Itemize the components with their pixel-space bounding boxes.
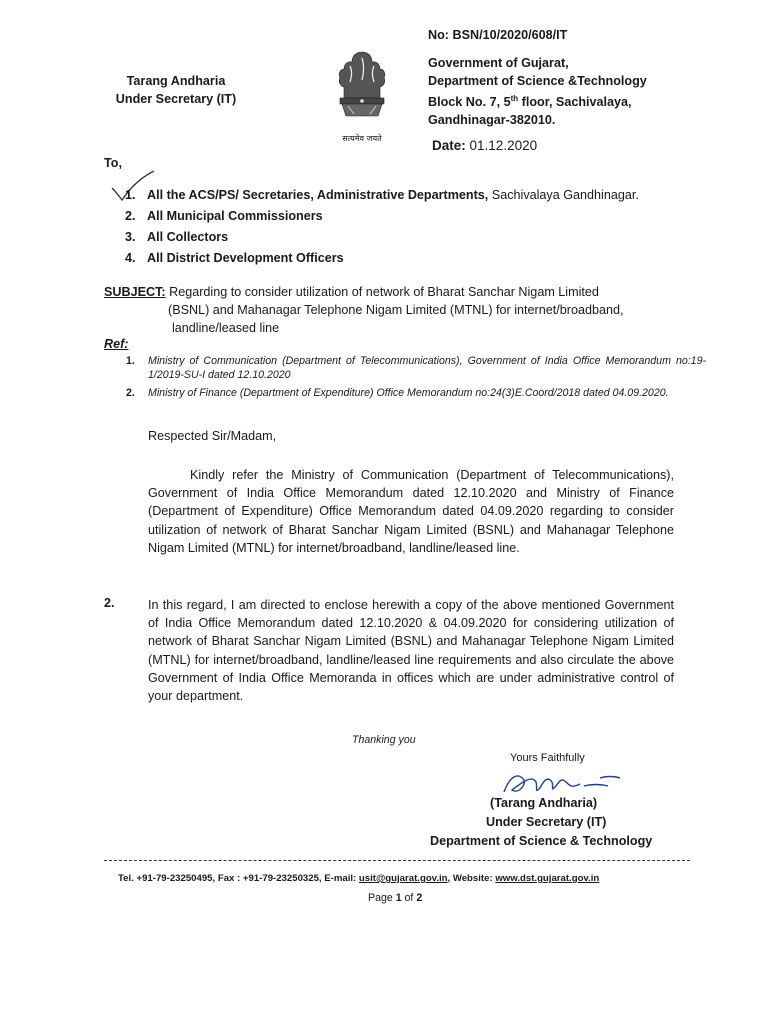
address-line-2: Department of Science &Technology [428,74,647,88]
ref-item: 2. Ministry of Finance (Department of Expenditure) Office Memorandum no:24(3)E.Coord/2018 dated 04.09.2020. [126,387,669,399]
paragraph-1: Kindly refer the Ministry of Communication (Department of Telecommunications), Government of India Office Memorandum dated 12.10.2020 and Ministry of Finance (Department of Expenditure) Office Memorandum dated 04.09.2020 regarding to consider utilization of network of Bharat Sanchar Nigam Limited (BSNL) and Mahanagar Telephone Nigam Limited (MTNL) for internet/broadband, landline/leased line. [148,468,674,555]
address-line-3: Block No. 7, 5th floor, Sachivalaya, [428,94,632,110]
lion-capital-icon [322,46,402,126]
footer-divider [104,860,690,861]
date-line [432,138,537,153]
yours-faithfully: Yours Faithfully [510,752,585,764]
reference-number: No: BSN/10/2020/608/IT [428,28,568,42]
page-indicator: Page 1 of 2 [368,892,423,904]
paragraph-2: In this regard, I am directed to enclose herewith a copy of the above mentioned Government of India Office Memorandum dated 12.10.2020 & 04.09.2020 for considering utilization of network of Bharat Sanchar Nigam Limited (BSNL) and Mahanagar Telephone Nigam Limited (MTNL) for internet/broadband, landline/leased line requirements and also circulate the above Government of India Office Memoranda in offices which are under administrative control of your department. [148,598,674,704]
footer-email-link[interactable]: usit@gujarat.gov.in [358,873,448,884]
recipient-item: 2. All Municipal Commissioners [125,209,323,223]
ref-label: Ref: [104,337,129,351]
paragraph-2-number: 2. [104,596,115,610]
emblem-motto: सत्यमेव जयते [342,134,382,143]
date-label: Date: [432,138,466,153]
address-line-1: Government of Gujarat, [428,56,569,70]
to-label: To, [104,156,122,170]
subject-line-3: landline/leased line [172,321,280,335]
subject-line-2: (BSNL) and Mahanagar Telephone Nigam Limited (MTNL) for internet/broadband, [168,303,624,317]
signatory-name: (Tarang Andharia) [490,796,598,810]
subject-block [104,283,623,337]
date-value: 01.12.2020 [469,138,538,153]
ref-item: 1. Ministry of Communication (Department of Telecommunications), Government of India Office Memorandum no:19-1/2019-SU-I dated 12.10.2020 [126,355,706,381]
address-block [428,54,647,129]
recipient-list [125,188,725,272]
sender-block [96,72,256,108]
subject-line-1: Regarding to consider utilization of network of Bharat Sanchar Nigam Limited [169,285,599,299]
signatory-title: Under Secretary (IT) [486,815,607,829]
subject-label: SUBJECT: [104,285,166,299]
recipient-item: 1. All the ACS/PS/ Secretaries, Administrative Departments, Sachivalaya Gandhinagar. [125,188,639,202]
sender-title: Under Secretary (IT) [115,92,237,106]
state-emblem [322,46,402,143]
thanking-you: Thanking you [352,734,416,746]
footer-website-link[interactable]: www.dst.gujarat.gov.in [495,873,600,884]
sender-name: Tarang Andharia [126,74,226,88]
signatory-department: Department of Science & Technology [430,834,653,848]
ref-list [126,354,706,414]
salutation: Respected Sir/Madam, [148,429,277,443]
recipient-item: 4. All District Development Officers [125,251,344,265]
address-line-4: Gandhinagar-382010. [428,113,556,128]
footer-contact: Tel. +91-79-23250495, Fax : +91-79-23250325, E-mail: usit@gujarat.gov.in, Website: www.dst.gujarat.gov.in [118,873,600,884]
recipient-item: 3. All Collectors [125,230,229,244]
